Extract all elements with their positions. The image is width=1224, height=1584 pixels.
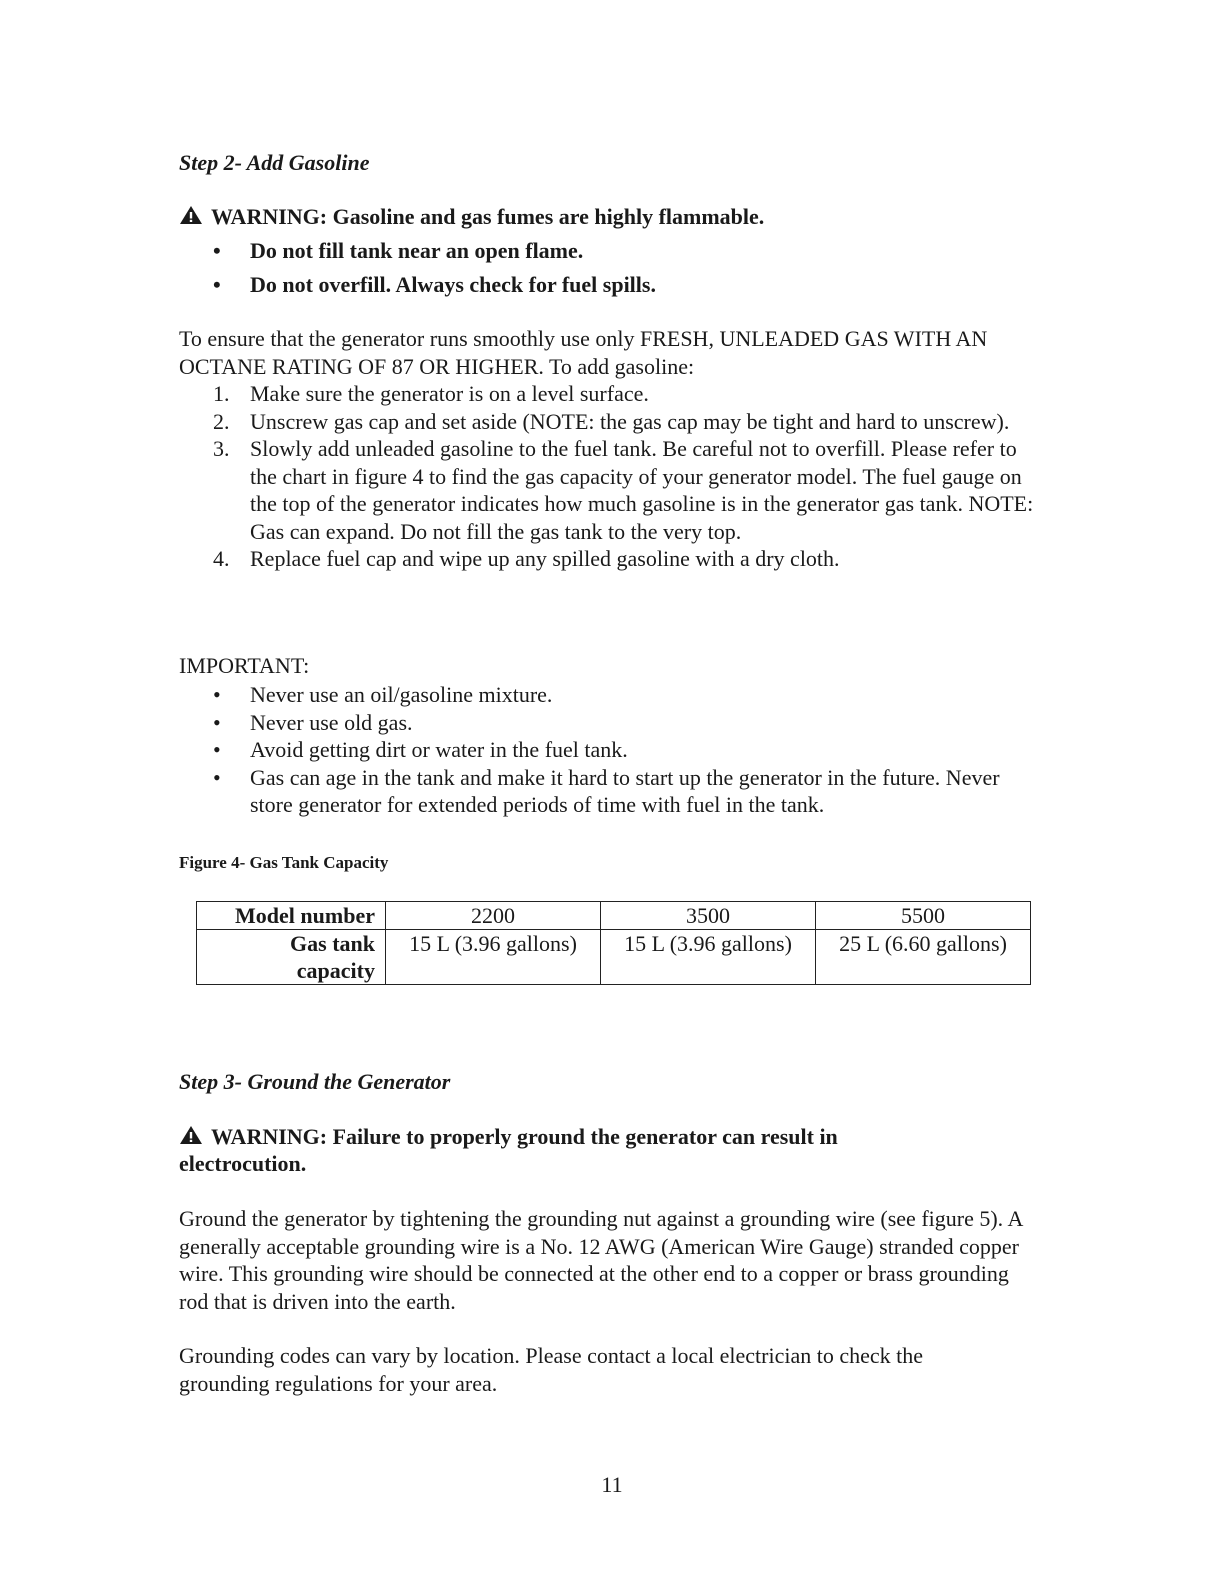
step3-warning-text: WARNING: Failure to properly ground the generator can result in electrocution. [179, 1124, 838, 1176]
table-cell: 5500 [816, 902, 1031, 930]
list-item: • Never use an oil/gasoline mixture. [213, 682, 553, 707]
list-item: • Avoid getting dirt or water in the fuel tank. [213, 737, 628, 762]
step3-heading: Step 3- Ground the Generator [179, 1069, 451, 1094]
important-bullet-list [179, 681, 1039, 819]
figure4-caption: Figure 4- Gas Tank Capacity [179, 853, 389, 872]
table-row-label: Gas tank capacity [197, 930, 386, 985]
list-item: • Gas can age in the tank and make it hard to start up the generator in the future. Never store generator for extended periods of time with fuel in the tank. [213, 764, 1000, 817]
step2-heading: Step 2- Add Gasoline [179, 150, 370, 175]
step3-warning [179, 1123, 939, 1177]
table-row [197, 930, 1031, 985]
warning-triangle-icon [179, 204, 203, 224]
table-cell: 3500 [601, 902, 816, 930]
step3-paragraph-1: Ground the generator by tightening the grounding nut against a grounding wire (see figure 5). A generally acceptable grounding wire is a No. 12 AWG (American Wire Gauge) stranded copper wire. This grounding wire should be connected at the other end to a copper or brass grounding rod that is driven into the earth. [179, 1206, 1023, 1314]
table-cell: 25 L (6.60 gallons) [816, 930, 1031, 985]
gasoline-steps-list [179, 380, 1039, 573]
step3-paragraph-2: Grounding codes can vary by location. Please contact a local electrician to check the grounding regulations for your area. [179, 1343, 924, 1396]
important-label: IMPORTANT: [179, 653, 310, 678]
table-cell: 15 L (3.96 gallons) [386, 930, 601, 985]
table-row-label: Model number [197, 902, 386, 930]
table-cell: 15 L (3.96 gallons) [601, 930, 816, 985]
table-row [197, 902, 1031, 930]
page-number: 11 [601, 1472, 623, 1497]
warning-triangle-icon [179, 1124, 203, 1144]
step2-warning-text: WARNING: Gasoline and gas fumes are highly flammable. [211, 204, 765, 229]
list-item: 3. Slowly add unleaded gasoline to the fuel tank. Be careful not to overfill. Please refer to the chart in figure 4 to find the gas capacity of your generator model. The fuel gauge on the top of the generator indicates how much gasoline is in the generator gas tank. NOTE: Gas can expand. Do not fill the gas tank to the very top. [213, 436, 1034, 544]
warning-bullet-list [179, 234, 1039, 302]
list-item: 4. Replace fuel cap and wipe up any spilled gasoline with a dry cloth. [213, 546, 840, 571]
table-cell: 2200 [386, 902, 601, 930]
list-item: • Never use old gas. [213, 709, 413, 735]
step2-warning [179, 203, 1039, 230]
list-item: • Do not fill tank near an open flame. [213, 238, 584, 263]
list-item: • Do not overfill. Always check for fuel spills. [213, 272, 656, 297]
step2-intro: To ensure that the generator runs smoothly use only FRESH, UNLEADED GAS WITH AN OCTANE RATING OF 87 OR HIGHER. To add gasoline: [179, 326, 988, 379]
list-item: 2. Unscrew gas cap and set aside (NOTE: the gas cap may be tight and hard to unscrew). [213, 408, 1010, 434]
gas-tank-capacity-table [196, 901, 1031, 985]
list-item: 1. Make sure the generator is on a level surface. [213, 381, 649, 406]
